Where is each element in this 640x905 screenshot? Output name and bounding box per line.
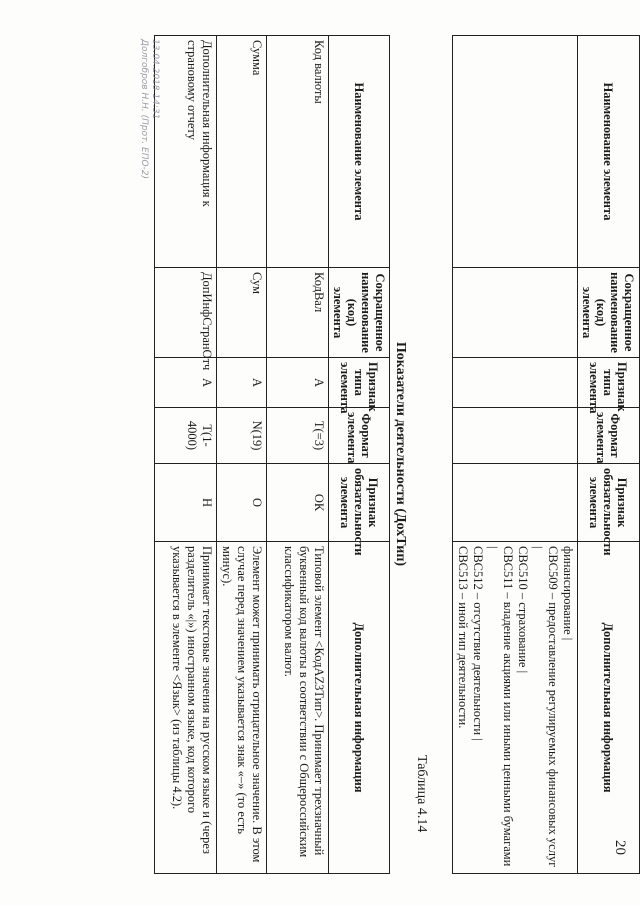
table-row bbox=[267, 36, 329, 874]
cell-name: Дополнительная информация к страновому отчету bbox=[155, 36, 217, 268]
cell-required bbox=[453, 464, 578, 542]
activity-indicators-table bbox=[154, 35, 390, 874]
table-header-row bbox=[329, 36, 390, 874]
info-line: СВС513 – иной тип деятельности. bbox=[456, 546, 470, 729]
cell-name: Код валюты bbox=[267, 36, 329, 268]
cell-format bbox=[453, 408, 578, 464]
header-additional-info: Дополнительная информация bbox=[329, 542, 390, 874]
table-row bbox=[453, 36, 578, 874]
header-element-type: Признак типа элемента bbox=[578, 358, 640, 408]
cell-code: КодВал bbox=[267, 268, 329, 358]
info-line: СВС511 – владение акциями или иными ценными бумагами | bbox=[486, 546, 515, 867]
header-element-type: Признак типа элемента bbox=[329, 358, 390, 408]
table-title: Показатели деятельности (ДохТип) bbox=[393, 341, 408, 567]
info-line: СВС510 – страхование | bbox=[516, 546, 530, 674]
cell-format: T(1-4000) bbox=[155, 408, 217, 464]
table-number: Таблица 4.14 bbox=[414, 755, 429, 833]
header-element-name: Наименование элемента bbox=[578, 36, 640, 268]
header-element-code: Сокращенное наименование (код) элемента bbox=[329, 268, 390, 358]
electronic-signature-stamp bbox=[138, 39, 160, 179]
cell-format: N(19) bbox=[217, 408, 267, 464]
continuation-table bbox=[452, 35, 640, 874]
cell-type: А bbox=[155, 358, 217, 408]
cell-type bbox=[453, 358, 578, 408]
table-row bbox=[217, 36, 267, 874]
header-element-required: Признак обязательности элемента bbox=[329, 464, 390, 542]
cell-name bbox=[453, 36, 578, 268]
cell-additional-info bbox=[453, 542, 578, 874]
cell-additional-info: Принимает текстовые значения на русском языке и (через разделитель «|») иностранном языке, код которого указывается в элементе <Язык> (из таблицы 4.2). bbox=[155, 542, 217, 874]
cell-code: ДопИнфСтранОтч bbox=[155, 268, 217, 358]
header-element-required: Признак обязательности элемента bbox=[578, 464, 640, 542]
cell-required: Н bbox=[155, 464, 217, 542]
cell-code: Сум bbox=[217, 268, 267, 358]
stamp-line: 13.04.2018 14:31 bbox=[150, 39, 160, 120]
cell-type: А bbox=[217, 358, 267, 408]
header-additional-info: Дополнительная информация bbox=[578, 542, 640, 874]
page-number: 20 bbox=[612, 840, 628, 855]
rotated-landscape-content bbox=[110, 35, 640, 875]
stamp-line: Долгобров Н.Н. (Прот. ЕПО-2) bbox=[139, 39, 149, 180]
info-line: СВС509 – предоставление регулируемых финансовых услуг | bbox=[531, 546, 560, 868]
cell-required: О bbox=[217, 464, 267, 542]
cell-additional-info: Типовой элемент <КодАZ3Тип>. Принимает трехзначный буквенный код валюты в соответствии с Общероссийским классификатором валют. bbox=[267, 542, 329, 874]
header-element-name: Наименование элемента bbox=[329, 36, 390, 268]
cell-format: T(=3) bbox=[267, 408, 329, 464]
table-header-row bbox=[578, 36, 640, 874]
header-element-format: Формат элемента bbox=[578, 408, 640, 464]
info-line: финансирование | bbox=[561, 546, 575, 641]
cell-code bbox=[453, 268, 578, 358]
cell-additional-info: Элемент может принимать отрицательное значение. В этом случае перед значением указывается знак «–» (то есть минус). bbox=[217, 542, 267, 874]
cell-type: А bbox=[267, 358, 329, 408]
header-element-format: Формат элемента bbox=[329, 408, 390, 464]
table-row bbox=[155, 36, 217, 874]
info-line: СВС512 – отсутствие деятельности | bbox=[471, 546, 485, 741]
cell-name: Сумма bbox=[217, 36, 267, 268]
header-element-code: Сокращенное наименование (код) элемента bbox=[578, 268, 640, 358]
cell-required: ОК bbox=[267, 464, 329, 542]
